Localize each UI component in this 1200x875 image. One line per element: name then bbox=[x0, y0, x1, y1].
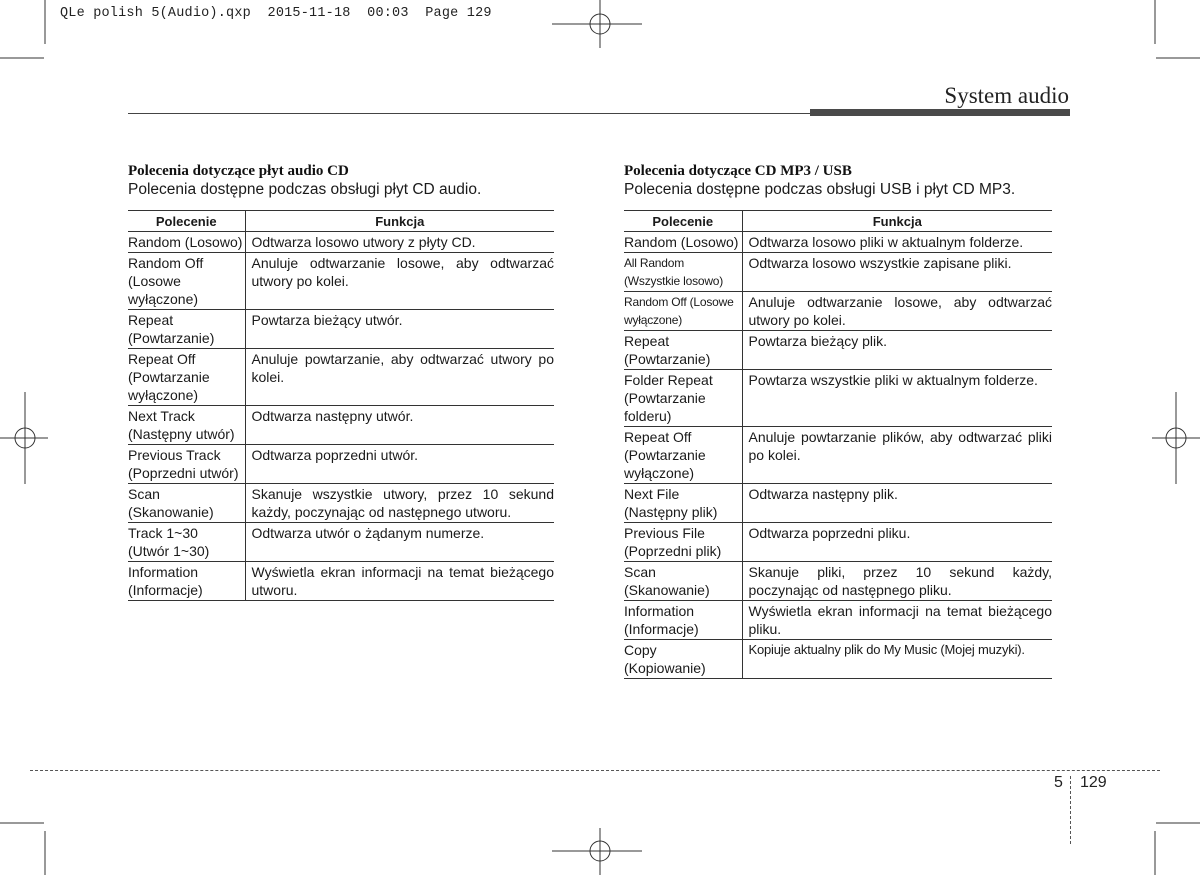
table-row bbox=[624, 331, 1052, 370]
function-cell: Anuluje powtarzanie plików, aby odtwarzać pliki po kolei. bbox=[742, 427, 1052, 484]
command-cell: All Random (Wszystkie losowo) bbox=[624, 253, 742, 292]
command-cell: Folder Repeat (Powtarzanie folderu) bbox=[624, 370, 742, 427]
table-header-row bbox=[624, 211, 1052, 232]
command-cell: Copy (Kopiowanie) bbox=[624, 640, 742, 679]
command-cell: Next Track (Następny utwór) bbox=[128, 406, 245, 445]
function-cell: Anuluje odtwarzanie losowe, aby odtwarzać utwory po kolei. bbox=[245, 253, 554, 310]
command-cell: Repeat Off (Powtarzanie wyłączone) bbox=[624, 427, 742, 484]
table-row bbox=[128, 523, 554, 562]
function-cell: Skanuje wszystkie utwory, przez 10 sekund każdy, poczynając od następnego utworu. bbox=[245, 484, 554, 523]
table-row bbox=[128, 406, 554, 445]
function-cell: Odtwarza losowo pliki w aktualnym folderze. bbox=[742, 232, 1052, 253]
table-row bbox=[624, 253, 1052, 292]
table-row bbox=[624, 370, 1052, 427]
function-cell: Powtarza bieżący plik. bbox=[742, 331, 1052, 370]
function-cell: Powtarza bieżący utwór. bbox=[245, 310, 554, 349]
command-cell: Repeat Off (Powtarzanie wyłączone) bbox=[128, 349, 245, 406]
function-cell: Anuluje powtarzanie, aby odtwarzać utwory po kolei. bbox=[245, 349, 554, 406]
mp3-usb-commands-table bbox=[624, 210, 1052, 679]
command-cell: Scan (Skanowanie) bbox=[128, 484, 245, 523]
cd-commands-section bbox=[128, 162, 554, 601]
command-cell: Random (Losowo) bbox=[128, 232, 245, 253]
function-cell: Odtwarza następny utwór. bbox=[245, 406, 554, 445]
command-cell: Repeat (Powtarzanie) bbox=[128, 310, 245, 349]
table-row bbox=[128, 232, 554, 253]
function-cell: Odtwarza poprzedni utwór. bbox=[245, 445, 554, 484]
function-cell: Odtwarza następny plik. bbox=[742, 484, 1052, 523]
cd-commands-heading: Polecenia dotyczące płyt audio CD bbox=[128, 163, 349, 179]
function-cell: Odtwarza losowo wszystkie zapisane pliki. bbox=[742, 253, 1052, 292]
mp3-usb-commands-section bbox=[624, 162, 1052, 679]
cd-commands-table bbox=[128, 210, 554, 601]
function-cell: Wyświetla ekran informacji na temat bieżącego utworu. bbox=[245, 562, 554, 601]
table-row bbox=[624, 562, 1052, 601]
command-cell: Previous File (Poprzedni plik) bbox=[624, 523, 742, 562]
table-row bbox=[624, 232, 1052, 253]
column-header: Funkcja bbox=[245, 211, 554, 232]
table-row bbox=[128, 310, 554, 349]
cd-commands-intro: Polecenia dostępne podczas obsługi płyt CD audio. bbox=[128, 181, 482, 198]
table-row bbox=[624, 427, 1052, 484]
table-row bbox=[624, 523, 1052, 562]
table-row bbox=[128, 253, 554, 310]
table-row bbox=[624, 292, 1052, 331]
page-number: 129 bbox=[1080, 774, 1107, 791]
mp3-usb-commands-heading: Polecenia dotyczące CD MP3 / USB bbox=[624, 163, 852, 179]
function-cell: Skanuje pliki, przez 10 sekund każdy, poczynając od następnego pliku. bbox=[742, 562, 1052, 601]
print-slug: QLe polish 5(Audio).qxp 2015-11-18 00:03 Page 129 bbox=[60, 6, 492, 21]
command-cell: Random Off (Losowe wyłączone) bbox=[128, 253, 245, 310]
table-row bbox=[128, 562, 554, 601]
table-row bbox=[128, 445, 554, 484]
command-cell: Scan (Skanowanie) bbox=[624, 562, 742, 601]
column-header: Polecenie bbox=[624, 211, 742, 232]
command-cell: Information (Informacje) bbox=[624, 601, 742, 640]
table-row bbox=[128, 349, 554, 406]
command-cell: Repeat (Powtarzanie) bbox=[624, 331, 742, 370]
table-row bbox=[624, 484, 1052, 523]
function-cell: Odtwarza utwór o żądanym numerze. bbox=[245, 523, 554, 562]
function-cell: Wyświetla ekran informacji na temat bieżącego pliku. bbox=[742, 601, 1052, 640]
function-cell: Odtwarza poprzedni pliku. bbox=[742, 523, 1052, 562]
function-cell: Kopiuje aktualny plik do My Music (Mojej muzyki). bbox=[742, 640, 1052, 679]
command-cell: Random Off (Losowe wyłączone) bbox=[624, 292, 742, 331]
command-cell: Information (Informacje) bbox=[128, 562, 245, 601]
section-number: 5 bbox=[1054, 774, 1063, 791]
column-header: Polecenie bbox=[128, 211, 245, 232]
function-cell: Anuluje odtwarzanie losowe, aby odtwarzać utwory po kolei. bbox=[742, 292, 1052, 331]
command-cell: Track 1~30 (Utwór 1~30) bbox=[128, 523, 245, 562]
footer-rule bbox=[30, 770, 1160, 771]
command-cell: Random (Losowo) bbox=[624, 232, 742, 253]
header-rule bbox=[128, 113, 810, 114]
mp3-usb-commands-intro: Polecenia dostępne podczas obsługi USB i płyt CD MP3. bbox=[624, 181, 1016, 198]
function-cell: Powtarza wszystkie pliki w aktualnym folderze. bbox=[742, 370, 1052, 427]
function-cell: Odtwarza losowo utwory z płyty CD. bbox=[245, 232, 554, 253]
command-cell: Next File (Następny plik) bbox=[624, 484, 742, 523]
section-title: System audio bbox=[944, 83, 1069, 108]
table-header-row bbox=[128, 211, 554, 232]
table-row bbox=[624, 640, 1052, 679]
page-number-divider bbox=[1070, 776, 1071, 844]
header-rule-bar bbox=[810, 109, 1070, 116]
table-row bbox=[624, 601, 1052, 640]
command-cell: Previous Track (Poprzedni utwór) bbox=[128, 445, 245, 484]
column-header: Funkcja bbox=[742, 211, 1052, 232]
table-row bbox=[128, 484, 554, 523]
